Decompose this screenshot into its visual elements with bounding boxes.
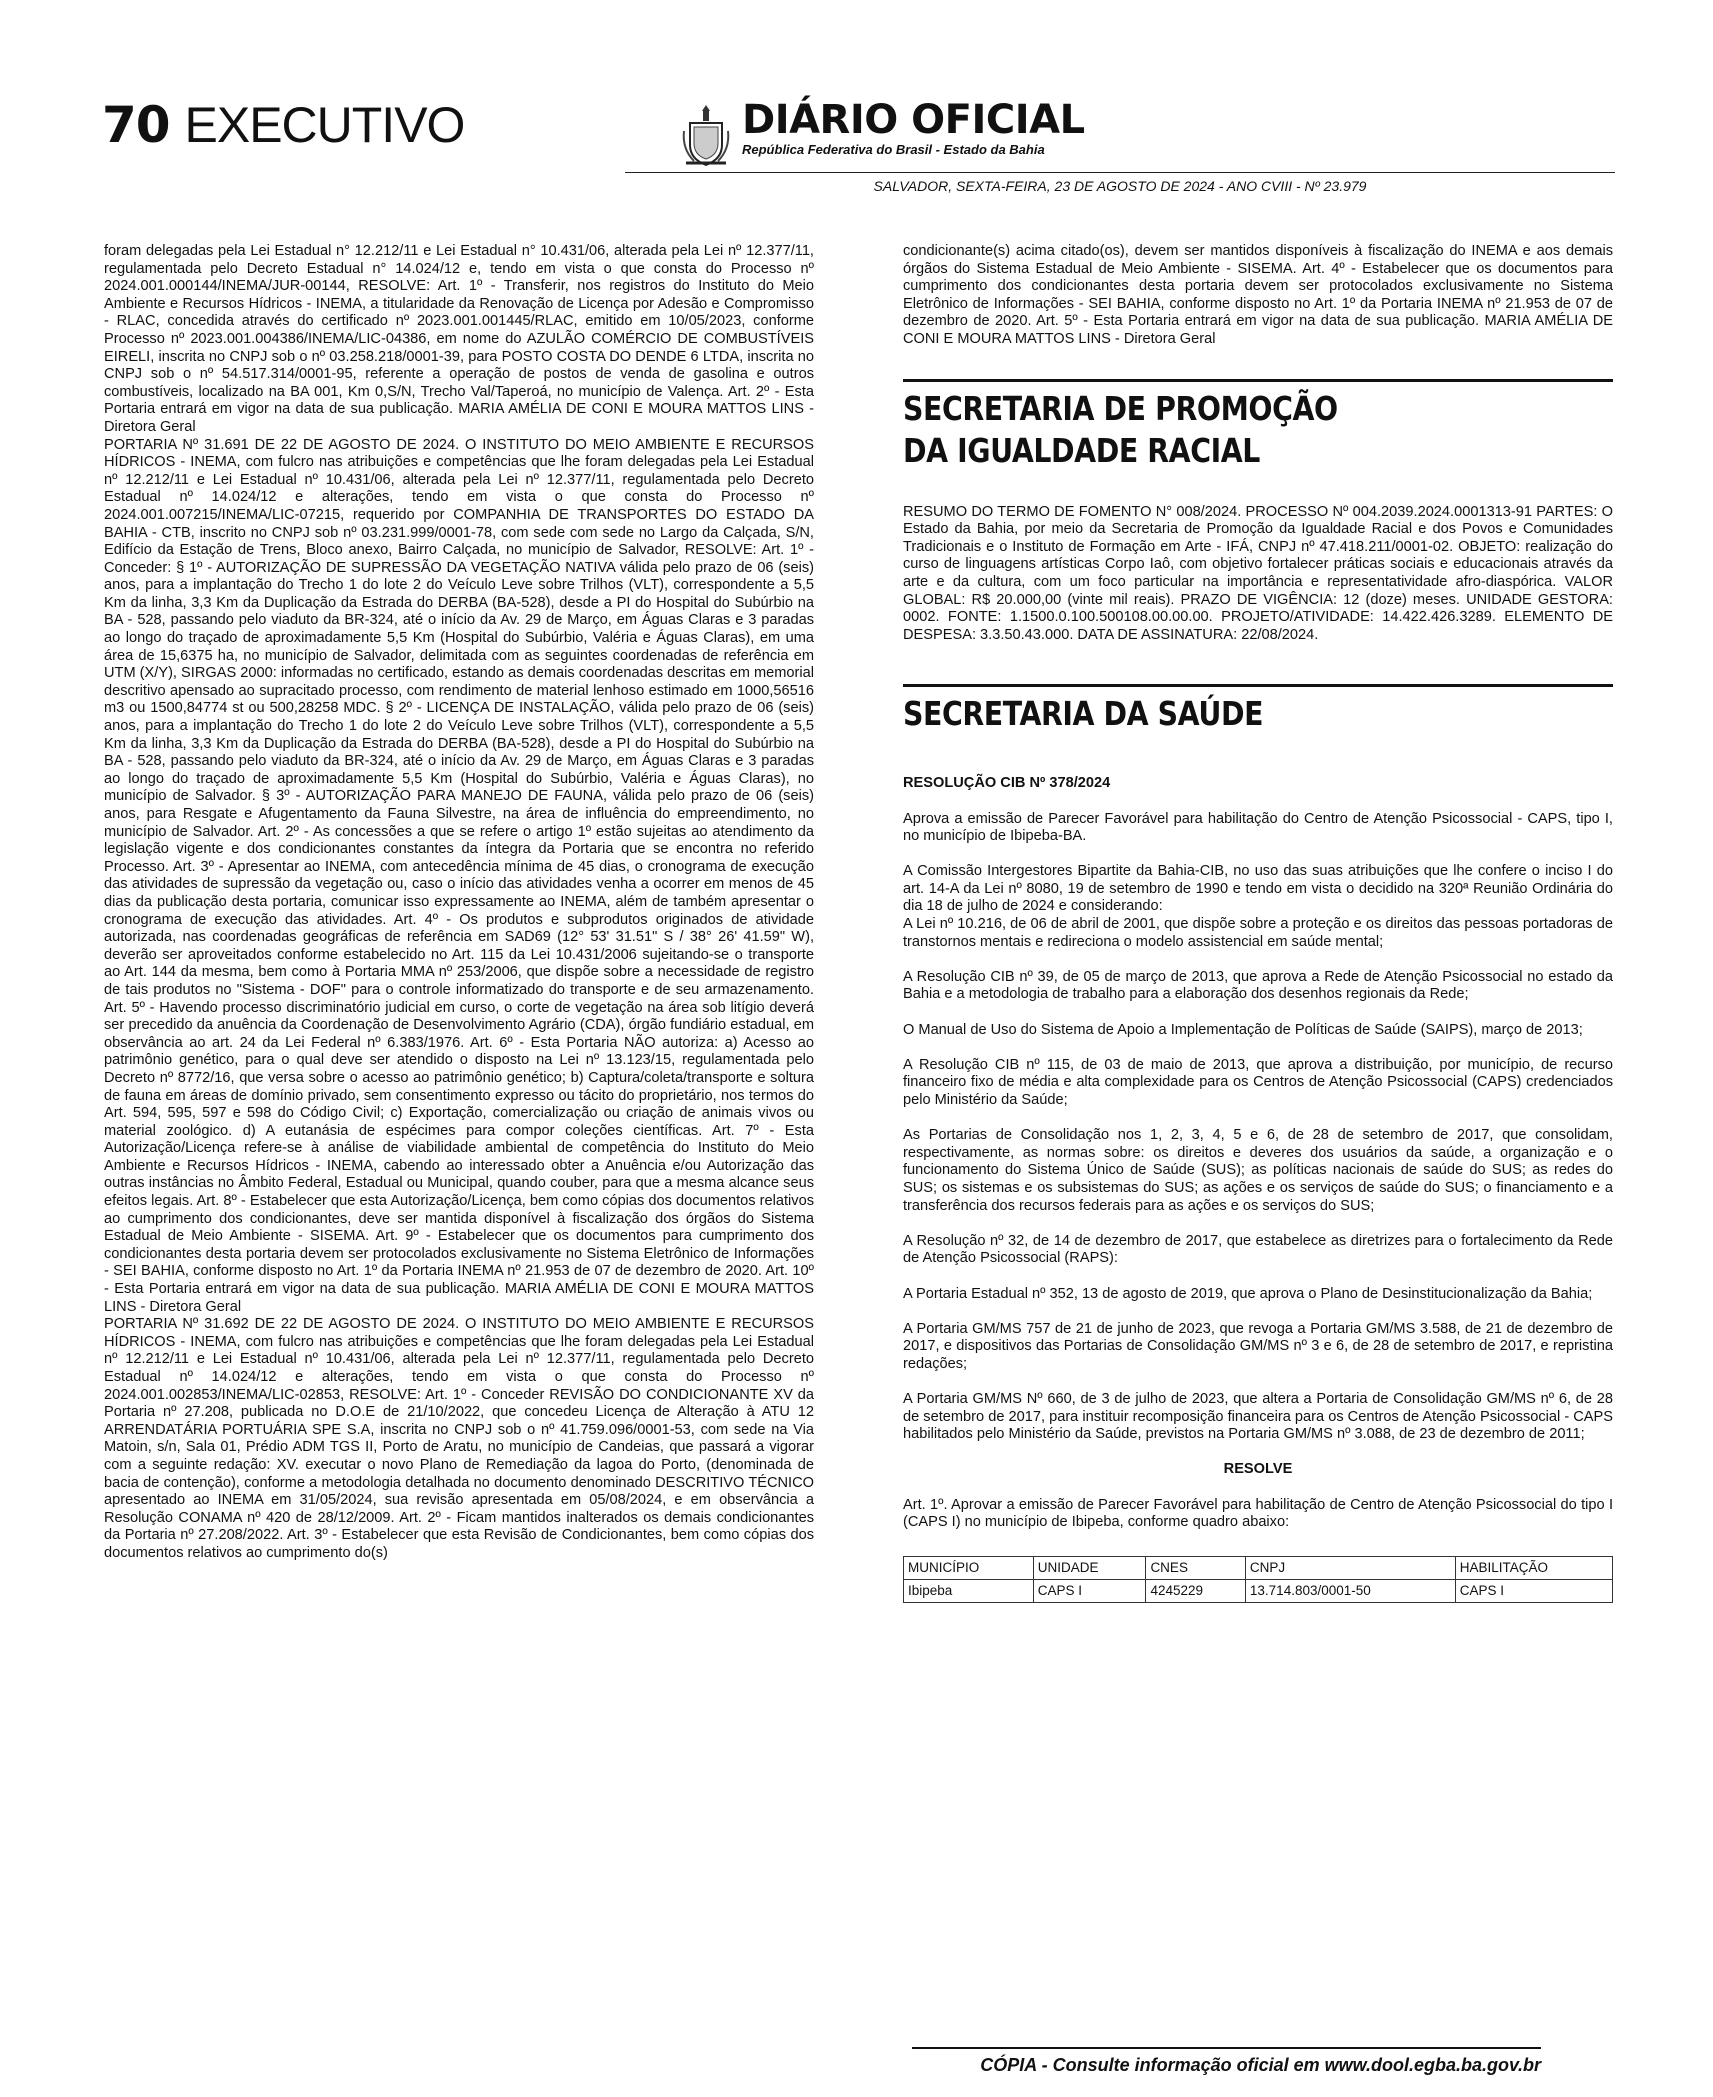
masthead-title: DIÁRIO OFICIAL [742,97,1085,143]
section-rule [903,684,1613,687]
resolution-paragraph: A Portaria Estadual nº 352, 13 de agosto de 2019, que aprova o Plano de Desinstitucionalização da Bahia; [903,1285,1593,1302]
dateline: SALVADOR, SEXTA-FEIRA, 23 DE AGOSTO DE 2024 - ANO CVIII - Nº 23.979 [873,178,1367,194]
right-column [903,243,1613,1603]
header-rule [625,172,1615,173]
resolution-paragraph: A Portaria GM/MS Nº 660, de 3 de julho de 2023, que altera a Portaria de Consolidação GM/MS nº 6, de 28 de setembro de 2017, para instituir recomposição financeira para os Centros de Atenção Psicossocial - CAPS habilitados pelo Ministério da Saúde, previstos na Portaria GM/MS nº 3.088, de 23 de dezembro de 2011; [903,1391,1613,1443]
resolution-title: RESOLUÇÃO CIB Nº 378/2024 [903,775,1111,792]
table-cell: 4245229 [1146,1579,1245,1602]
table-header-cell: MUNICÍPIO [904,1556,1034,1579]
resolution-paragraph: A Comissão Intergestores Bipartite da Bahia-CIB, no uso das suas atribuições que lhe confere o inciso I do art. 14-A da Lei nº 8080, 19 de setembro de 1990 e tendo em vista o decidido na 320ª Reunião Ordinária do dia 18 de julho de 2024 e considerando: [903,863,1613,915]
page-header [0,0,1713,200]
resolution-paragraph: A Resolução CIB nº 115, de 03 de maio de 2013, que aprova a distribuição, por município, de recurso financeiro fixo de média e alta complexidade para os Centros de Atenção Psicossocial (CAPS) credenciados pelo Ministério da Saúde; [903,1056,1613,1108]
masthead-subtitle: República Federativa do Brasil - Estado da Bahia [742,142,1045,157]
resolution-paragraph: Art. 1º. Aprovar a emissão de Parecer Favorável para habilitação de Centro de Atenção Psicossocial do tipo I (CAPS I) no município de Ibipeba, conforme quadro abaixo: [903,1496,1613,1531]
resolution-paragraph: O Manual de Uso do Sistema de Apoio a Implementação de Políticas de Saúde (SAIPS), março de 2013; [903,1021,1583,1038]
page-number: 70 [102,96,170,154]
table-header-cell: CNES [1146,1556,1245,1579]
table-cell: Ibipeba [904,1579,1034,1602]
resolution-paragraph: As Portarias de Consolidação nos 1, 2, 3, 4, 5 e 6, de 28 de setembro de 2017, que consolidam, respectivamente, as normas sobre: os direitos e deveres dos usuários da saúde, a organização e o funcionamento do Sistema Único de Saúde (SUS); as políticas nacionais de saúde do SUS; as redes do SUS; os sistemas e os subsistemas do SUS; as ações e os serviços de saúde do SUS; o financiamento e a transferência dos recursos federais para as ações e os serviços do SUS; [903,1127,1613,1214]
habilitacao-table [903,1556,1613,1603]
resolution-paragraph: A Resolução nº 32, de 14 de dezembro de 2017, que estabelece as diretrizes para o fortalecimento da Rede de Atenção Psicossocial (RAPS): [903,1232,1613,1267]
table-header-cell: UNIDADE [1033,1556,1146,1579]
section-name: EXECUTIVO [184,97,465,153]
resolution-paragraph: A Lei nº 10.216, de 06 de abril de 2001, que dispõe sobre a proteção e os direitos das pessoas portadoras de transtornos mentais e redireciona o modelo assistencial em saúde mental; [903,916,1613,950]
page-number-section [102,96,465,154]
left-paragraph-3: PORTARIA Nº 31.692 DE 22 DE AGOSTO DE 2024. O INSTITUTO DO MEIO AMBIENTE E RECURSOS HÍDRICOS - INEMA, com fulcro nas atribuições e competências que lhe foram delegadas pela Lei Estadual nº 12.212/11 e Lei Estadual nº 10.431/06, alterada pela Lei nº 12.377/11, regulamentada pelo Decreto Estadual nº 14.024/12 e alterações, tendo em vista o que consta do Processo nº 2024.001.002853/INEMA/LIC-02853, RESOLVE: Art. 1º - Conceder REVISÃO DO CONDICIONANTE XV da Portaria nº 27.208, publicada no D.O.E de 21/10/2022, que concedeu Licença de Alteração à ATU 12 ARRENDATÁRIA PORTUÁRIA SPE S.A, inscrita no CNPJ sob o nº 41.759.096/0001-53, com sede na Via Matoin, s/n, Sala 01, Prédio ADM TGS II, Porto de Aratu, no município de Candeias, que passará a vigorar com a seguinte redação: XV. executar o novo Plano de Remediação da lagoa do Porto, (denominada de bacia de contenção), conforme a metodologia detalhada no documento denominado DESCRITIVO TÉCNICO apresentado ao INEMA em 31/05/2024, sua revisão apresentada em 05/08/2024, e em observância a Resolução CONAMA nº 420 de 28/12/2009. Art. 2º - Ficam mantidos inalterados os demais condicionantes da Portaria nº 27.208/2022. Art. 3º - Estabelecer que esta Revisão de Condicionantes, bem como cópias dos documentos relativos ao cumprimento do(s) [104,1316,814,1561]
table-header-cell: HABILITAÇÃO [1455,1556,1612,1579]
table-cell: 13.714.803/0001-50 [1245,1579,1455,1602]
resolution-paragraph: A Portaria GM/MS 757 de 21 de junho de 2023, que revoga a Portaria GM/MS 3.588, de 21 de dezembro de 2017, e dispositivos das Portarias de Consolidação GM/MS nº 3 e 6, de 28 de setembro de 2017, e repristina redações; [903,1320,1613,1372]
right-paragraph-1: condicionante(s) acima citado(os), devem ser mantidos disponíveis à fiscalização do INEMA e aos demais órgãos do Sistema Estadual de Meio Ambiente - SISEMA. Art. 4º - Estabelecer que os documentos para cumprimento dos condicionantes desta portaria devem ser protocolados exclusivamente no Sistema Eletrônico de Informações - SEI BAHIA, conforme disposto no Art. 1º da Portaria INEMA nº 21.953 de 07 de dezembro de 2020. Art. 5º - Esta Portaria entrará em vigor na data de sua publicação. MARIA AMÉLIA DE CONI E MOURA MATTOS LINS - Diretora Geral [903,243,1613,347]
table-header-row [904,1556,1613,1579]
masthead [742,97,1085,157]
section-title-line: SECRETARIA DE PROMOÇÃO [903,388,1338,428]
left-paragraph-2: PORTARIA Nº 31.691 DE 22 DE AGOSTO DE 2024. O INSTITUTO DO MEIO AMBIENTE E RECURSOS HÍDRICOS - INEMA, com fulcro nas atribuições e competências que lhe foram delegadas pela Lei Estadual nº 12.212/11 e Lei Estadual nº 10.431/06, alterada pela Lei nº 12.377/11, regulamentada pelo Decreto Estadual nº 14.024/12 e alterações, tendo em vista o que consta do Processo nº 2024.001.007215/INEMA/LIC-07215, requerido por COMPANHIA DE TRANSPORTES DO ESTADO DA BAHIA - CTB, inscrito no CNPJ sob nº 03.231.999/0001-78, com sede com sede no Largo da Calçada, S/N, Edifício da Estação de Trens, Bloco anexo, Bairro Calçada, no município de Salvador, RESOLVE: Art. 1º - Conceder: § 1º - AUTORIZAÇÃO DE SUPRESSÃO DA VEGETAÇÃO NATIVA válida pelo prazo de 06 (seis) anos, para a implantação do Trecho 1 do lote 2 do Veículo Leve sobre Trilhos (VLT), correspondente a 5,5 Km da linha, 3,3 Km da Duplicação da Estrada do DERBA (BA-528), desde a PI do Hospital do Subúrbio na BA - 528, passando pelo viaduto da BR-324, até o início da Av. 29 de Março, em Águas Claras e 3 paradas ao longo do traçado de aproximadamente 5,5 Km (Hospital do Subúrbio, Valéria e Águas Claras), em uma área de 15,6375 ha, no município de Salvador, delimitada com as seguintes coordenadas de referência em UTM (X/Y), SIRGAS 2000: informadas no certificado, estando as demais coordenadas descritas em memorial descritivo apensado ao supracitado processo, com rendimento de material lenhoso estimado em 1000,56516 m3 ou 1500,84774 st ou 500,28258 MDC. § 2º - LICENÇA DE INSTALAÇÃO, válida pelo prazo de 06 (seis) anos, para a implantação do Trecho 1 do lote 2 do Veículo Leve sobre Trilhos (VLT), correspondente a 5,5 Km da linha, 3,3 Km da Duplicação da Estrada do DERBA (BA-528), desde a PI do Hospital do Subúrbio na BA - 528, passando pelo viaduto da BR-324, até o início da Av. 29 de Março, em Águas Claras e 3 paradas ao longo do traçado de aproximadamente 5,5 Km (Hospital do Subúrbio, Valéria e Águas Claras), no município de Salvador. § 3º - AUTORIZAÇÃO PARA MANEJO DE FAUNA, válida pelo prazo de 06 (seis) anos, para Resgate e Afugentamento da Fauna Silvestre, na área de influência do empreendimento, no município de Salvador. Art. 2º - As concessões a que se refere o artigo 1º estão sujeitas ao atendimento da legislação vigente e dos condicionantes constantes da íntegra da Portaria que se encontra no referido Processo. Art. 3º - Apresentar ao INEMA, com antecedência mínima de 45 dias, o cronograma de execução das atividades de supressão da vegetação ou, caso o início das atividades venha a ocorrer em menos de 45 dias da publicação desta portaria, comunicar isso expressamente ao INEMA, além de também apresentar o cronograma de execução das atividades. Art. 4º - Os produtos e subprodutos originados de atividade autorizada, nas coordenadas geográficas de referência em SAD69 (12° 53' 31.51" S / 38° 26' 41.59" W), deverão ser aproveitados conforme estabelecido no Art. 115 da Lei 10.431/2006 sujeitando-se o transporte ao Art. 144 da mesma, bem como à Portaria MMA nº 253/2006, que dispõe sobre a necessidade de registro de tais produtos no "Sistema - DOF" para o controle informatizado do transporte e de seu armazenamento. Art. 5º - Havendo processo discriminatório judicial em curso, o corte de vegetação na área sob litígio deverá ser precedido da anuência da Coordenação de Desenvolvimento Agrário (CDA), órgão fundiário estadual, em observância ao art. 24 da Lei Federal nº 6.383/1976. Art. 6º - Esta Portaria NÃO autoriza: a) Acesso ao patrimônio genético, para o qual deve ser atendido o disposto na Lei nº 13.123/15, regulamentada pelo Decreto nº 8772/16, que versa sobre o acesso ao patrimônio genético; b) Captura/coleta/transporte e soltura de fauna em áreas de domínio privado, sem consentimento expresso ou tácito do proprietário, nos termos do Art. 594, 595, 597 e 598 do Código Civil; c) Exportação, comercialização ou criação de animais vivos ou material zoológico. d) A eutanásia de espécimes para compor coleções científicas. Art. 7º - Esta Autorização/Licença refere-se à análise de viabilidade ambiental de competência do Instituto do Meio Ambiente e Recursos Hídricos - INEMA, cabendo ao interessado obter a Anuência e/ou Autorização das outras instâncias no Âmbito Federal, Estadual ou Municipal, quando couber, para que a mesma alcance seus efeitos legais. Art. 8º - Estabelecer que esta Autorização/Licença, bem como cópias dos documentos relativos ao cumprimento dos condicionantes, deve ser mantida disponível à fiscalização dos órgãos do Sistema Estadual de Meio Ambiente - SISEMA. Art. 9º - Estabelecer que os documentos para cumprimento dos condicionantes desta portaria devem ser protocolados exclusivamente no Sistema Eletrônico de Informações - SEI BAHIA, conforme disposto no Art. 1º da Portaria INEMA nº 21.953 de 07 de dezembro de 2020. Art. 10º - Esta Portaria entrará em vigor na data de sua publicação. MARIA AMÉLIA DE CONI E MOURA MATTOS LINS - Diretora Geral [104,436,814,1315]
table-row [904,1579,1613,1602]
resolution-paragraph: A Resolução CIB nº 39, de 05 de março de 2013, que aprova a Rede de Atenção Psicossocial no estado da Bahia e a metodologia de trabalho para a elaboração dos desenhos regionais da Rede; [903,968,1613,1003]
termo-fomento-summary: RESUMO DO TERMO DE FOMENTO N° 008/2024. PROCESSO Nº 004.2039.2024.0001313-91 PARTES: O Estado da Bahia, por meio da Secretaria de Promoção da Igualdade Racial e dos Povos e Comunidades Tradicionais e o Instituto de Formação em Arte - IFÁ, CNPJ nº 47.418.211/0001-02. OBJETO: realização do curso de linguagens artísticas Corpo Iaô, com objetivo fortalecer práticas sociais e educacionais através da arte e da cultura, com um foco particular na importância e representatividade afro-diaspórica. VALOR GLOBAL: R$ 20.000,00 (vinte mil reais). PRAZO DE VIGÊNCIA: 12 (doze) meses. UNIDADE GESTORA: 0002. FONTE: 1.1500.0.100.500108.00.00.00. PROJETO/ATIVIDADE: 14.422.426.3289. ELEMENTO DE DESPESA: 3.3.50.43.000. DATA DE ASSINATURA: 22/08/2024. [903,503,1613,643]
footer-notice: CÓPIA - Consulte informação oficial em www.dool.egba.ba.gov.br [980,2055,1541,2075]
table-header-cell: CNPJ [1245,1556,1455,1579]
resolve-heading: RESOLVE [1223,1461,1293,1478]
section-title-saude: SECRETARIA DA SAÚDE [903,694,1264,734]
resolution-paragraph: Aprova a emissão de Parecer Favorável para habilitação do Centro de Atenção Psicossocial - CAPS, tipo I, no município de Ibipeba-BA. [903,810,1613,845]
section-rule [903,379,1613,382]
footer-rule [912,2047,1541,2049]
table-cell: CAPS I [1455,1579,1612,1602]
bahia-coat-of-arms-icon [680,101,732,169]
section-title-igualdade-racial [903,388,1514,472]
left-paragraph-1: foram delegadas pela Lei Estadual n° 12.212/11 e Lei Estadual n° 10.431/06, alterada pela Lei nº 12.377/11, regulamentada pelo Decreto Estadual n° 14.024/12 e, tendo em vista o que consta do Processo nº 2024.001.000144/INEMA/JUR-00144, RESOLVE: Art. 1º - Transferir, nos registros do Instituto do Meio Ambiente e Recursos Hídricos - INEMA, a titularidade da Renovação de Licença por Adesão e Compromisso - RLAC, concedida através do certificado nº 2023.001.001445/RLAC, emitido em 10/05/2023, conforme Processo nº 2023.001.004386/INEMA/LIC-04386, em nome do AZULÃO COMÉRCIO DE COMBUSTÍVEIS EIRELI, inscrita no CNPJ sob o nº 03.258.218/0001-39, para POSTO COSTA DO DENDE 6 LTDA, inscrita no CNPJ sob o nº 54.517.314/0001-95, referente a operação de postos de venda de gasolina e outros combustíveis, localizado na BA 001, Km 0,S/N, Trecho Val/Taperoá, no município de Valença. Art. 2º - Esta Portaria entrará em vigor na data de sua publicação. MARIA AMÉLIA DE CONI E MOURA MATTOS LINS - Diretora Geral [104,243,814,435]
table-cell: CAPS I [1033,1579,1146,1602]
left-column [104,243,814,1563]
section-title-line: DA IGUALDADE RACIAL [903,430,1260,470]
